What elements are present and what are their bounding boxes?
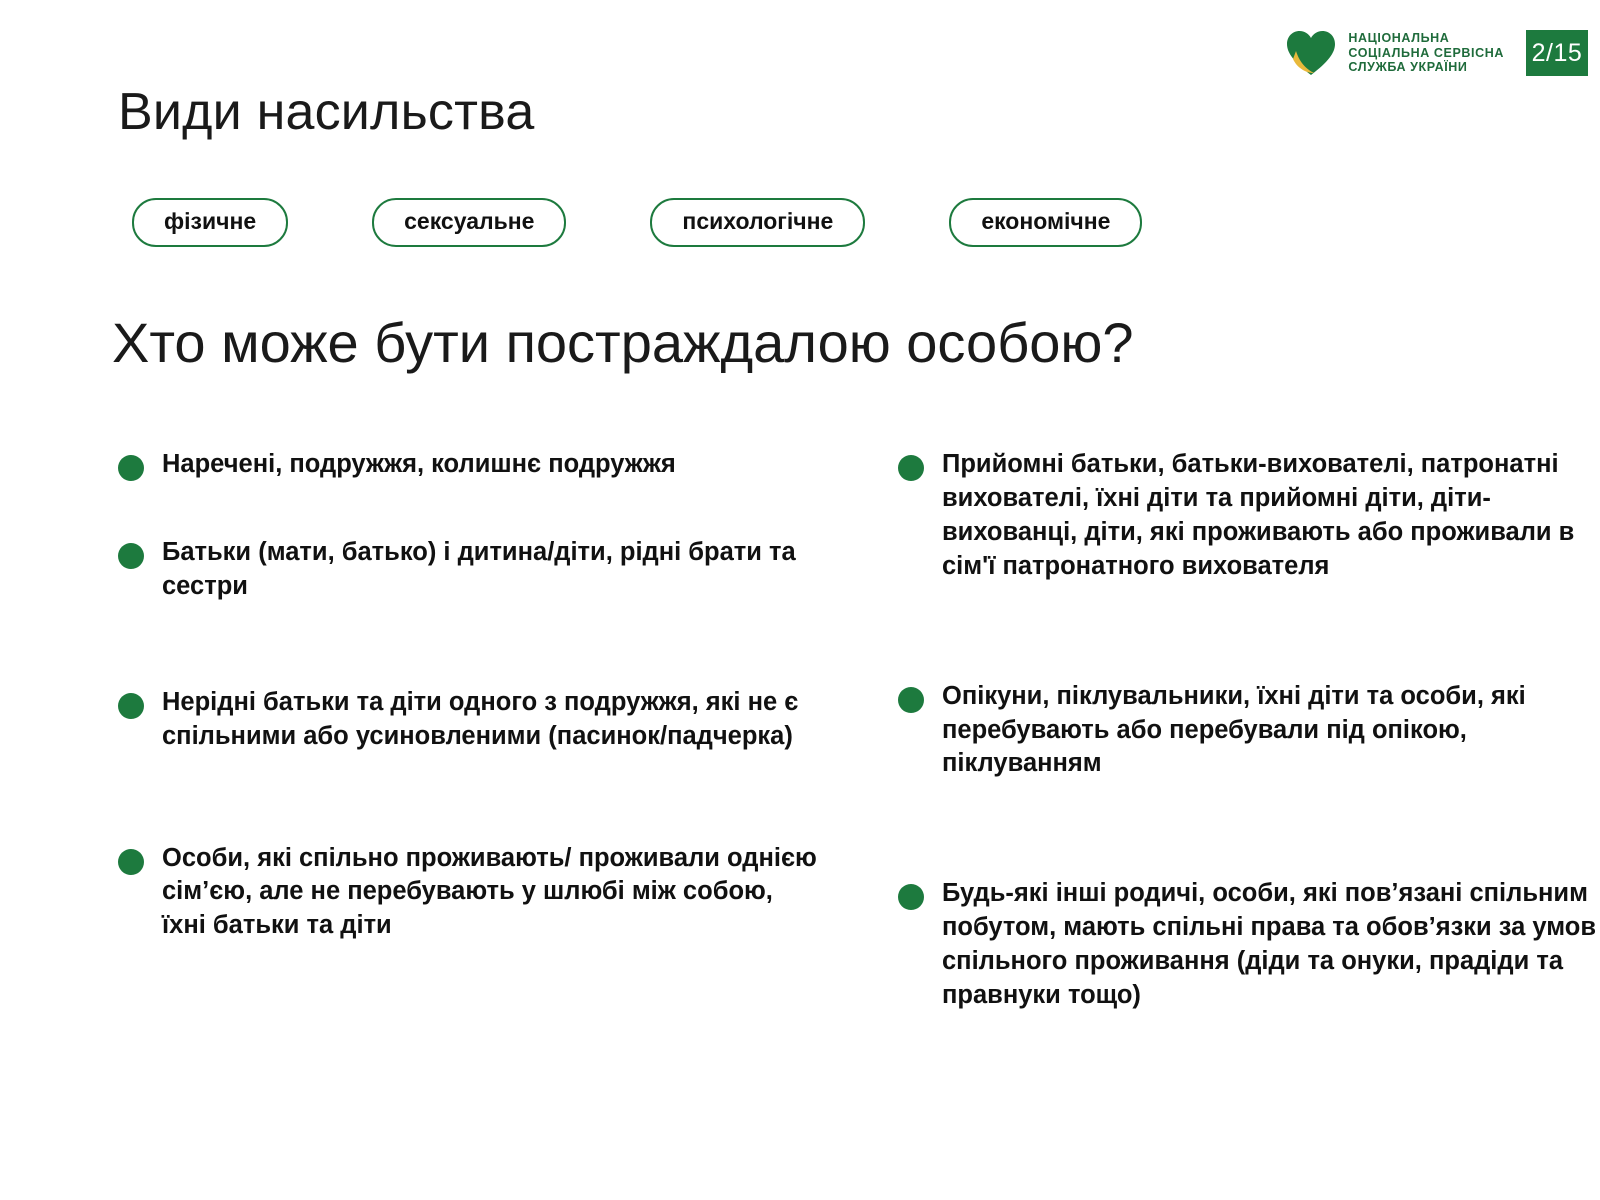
chip-psychological[interactable]: психологічне [650, 198, 865, 247]
bullet-dot-icon [118, 849, 144, 875]
chip-physical[interactable]: фізичне [132, 198, 288, 247]
list-item [898, 680, 1598, 782]
bullet-dot-icon [898, 455, 924, 481]
list-item [898, 448, 1598, 584]
bullet-dot-icon [118, 543, 144, 569]
bullet-columns [0, 448, 1600, 1013]
list-item [118, 536, 818, 604]
heart-logo-icon [1284, 28, 1338, 78]
page-number-badge: 2/15 [1526, 30, 1588, 76]
violence-type-chips [132, 198, 1142, 247]
bullet-text: Наречені, подружжя, колишнє подружжя [162, 450, 676, 478]
bullet-column-right [898, 448, 1598, 1013]
bullet-text: Опікуни, піклувальники, їхні діти та особи, які перебувають або перебували під опікою, піклуванням [942, 681, 1526, 778]
bullet-text: Прийомні батьки, батьки-вихователі, патронатні вихователі, їхні діти та прийомні діти, діти-вихованці, діти, які проживають або проживали в сім'ї патронатного вихователя [942, 450, 1575, 580]
list-item [118, 842, 818, 944]
list-item [898, 877, 1598, 1013]
bullet-dot-icon [118, 455, 144, 481]
brand-line-1: НАЦІОНАЛЬНА [1348, 30, 1450, 45]
page-title: Види насильства [118, 83, 535, 141]
section-title: Хто може бути постраждалою особою? [112, 311, 1134, 374]
brand-logo [1284, 28, 1504, 78]
chip-sexual[interactable]: сексуальне [372, 198, 566, 247]
bullet-dot-icon [898, 884, 924, 910]
list-item [118, 686, 818, 754]
brand-line-3: СЛУЖБА УКРАЇНИ [1348, 60, 1468, 75]
bullet-text: Нерідні батьки та діти одного з подружжя, які не є спільними або усиновленими (пасинок/падчерка) [162, 687, 799, 750]
chip-economic[interactable]: економічне [949, 198, 1142, 247]
bullet-column-left [118, 448, 818, 1013]
bullet-text: Будь-які інші родичі, особи, які пов’язані спільним побутом, мають спільні права та обов’язки за умов спільного проживання (діди та онуки, прадіди та правнуки тощо) [942, 879, 1597, 1010]
brand-line-2: СОЦІАЛЬНА СЕРВІСНА [1348, 45, 1504, 60]
bullet-text: Батьки (мати, батько) і дитина/діти, рідні брати та сестри [162, 537, 796, 600]
bullet-dot-icon [118, 693, 144, 719]
list-item [118, 448, 818, 482]
bullet-text: Особи, які спільно проживають/ проживали однією сім’єю, але не перебувають у шлюбі між собою, їхні батьки та діти [162, 843, 817, 940]
bullet-dot-icon [898, 687, 924, 713]
